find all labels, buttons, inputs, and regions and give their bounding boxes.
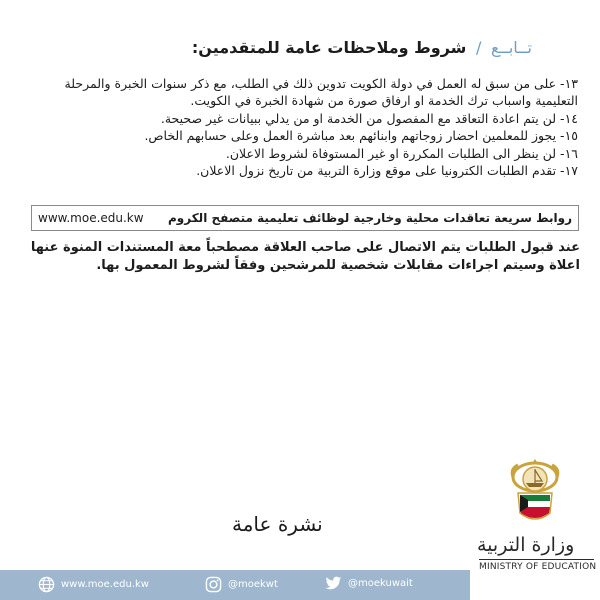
condition-item: ١٣- على من سبق له العمل في دولة الكويت تدوين ذلك في الطلب، مع ذكر سنوات الخبرة والمرحلة التعليمية واسباب ترك الخدمة او ارفاق صورة من شهادة الخبرة في الكويت. — [64, 76, 578, 109]
ministry-name-english: MINISTRY OF EDUCATION — [479, 562, 597, 572]
footer-website[interactable] — [38, 576, 149, 593]
conditions-list — [18, 75, 578, 179]
ministry-name-arabic: وزارة التربية — [477, 534, 575, 556]
condition-item: ١٤- لن يتم اعادة التعاقد مع المفصول من الخدمة او من يدلي ببيانات غير صحيحة. — [160, 110, 578, 126]
instagram-icon — [205, 576, 222, 593]
ministry-divider — [479, 559, 594, 560]
acceptance-note: عند قبول الطلبات يتم الاتصال على صاحب العلاقة مصطحباً معة المستندات المنوة عنها اعلاة وسيتم اجراءات مقابلات شخصية للمرشحين وفقاً لشروط المعمول بها. — [30, 240, 580, 273]
footer-instagram[interactable] — [205, 576, 278, 593]
kuwait-emblem-icon — [506, 455, 564, 531]
bulletin-title: نشرة عامة — [232, 512, 323, 536]
condition-item: ١٧- تقدم الطلبات الكترونيا على موقع وزارة التربية من تاريخ نزول الاعلان. — [196, 163, 578, 179]
quick-links-box — [31, 205, 579, 231]
footer-twitter[interactable] — [325, 576, 413, 591]
section-title: شروط وملاحظات عامة للمتقدمين: — [191, 38, 467, 57]
footer-twitter-text: @moekuwait — [348, 578, 413, 589]
footer-instagram-text: @moekwt — [228, 579, 278, 590]
footer-bar — [0, 570, 470, 600]
condition-item: ١٦- لن ينظر الى الطلبات المكررة او غير المستوفاة لشروط الاعلان. — [225, 145, 578, 161]
continued-label: تــابــع — [490, 38, 532, 57]
twitter-icon — [325, 576, 342, 591]
website-link[interactable]: www.moe.edu.kw — [38, 211, 144, 225]
section-header — [192, 38, 532, 57]
condition-item: ١٥- يجوز للمعلمين احضار زوجاتهم وابنائهم بعد مباشرة العمل وعلى حسابهم الخاص. — [144, 128, 578, 144]
header-separator: / — [475, 38, 482, 57]
quick-links-text: روابط سريعة تعاقدات محلية وخارجية لوظائف تعليمية متصفح الكروم — [167, 211, 572, 225]
footer-website-text: www.moe.edu.kw — [61, 579, 149, 590]
globe-icon — [38, 576, 55, 593]
